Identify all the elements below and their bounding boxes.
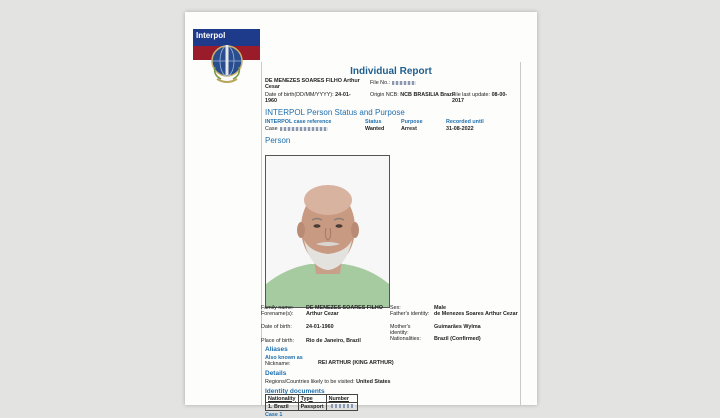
redacted-file-number [392, 81, 416, 85]
regions-label: Regions/Countries likely to be visited: [265, 379, 355, 385]
portrait-image [266, 156, 389, 307]
dob-label: Date of birth: [261, 324, 292, 330]
globe-emblem-icon [209, 41, 245, 85]
case-ref-value [265, 126, 328, 132]
table-row [266, 403, 358, 411]
redacted-id-number [331, 404, 355, 408]
last-update-value: 08-00-2017 [452, 92, 508, 105]
col-case-ref: INTERPOL case reference [265, 119, 332, 125]
origin-ncb-label: Origin NCB: [370, 92, 399, 98]
mother-label: Mother's identity: [390, 324, 411, 337]
case-label: Case [265, 126, 278, 132]
col-status: Status [365, 119, 382, 125]
identity-table [265, 394, 358, 411]
report-sheet [185, 12, 537, 418]
nickname-label: Nickname: [265, 361, 291, 367]
redacted-case-ref [280, 127, 328, 131]
dob-header-value: 24-01-1960 [265, 92, 351, 105]
origin-ncb-value: NCB BRASILIA Brazil [400, 92, 455, 98]
file-number-label: File No.: [370, 80, 391, 86]
father-value: de Menezes Soares Arthur Cezar [434, 311, 518, 317]
pob-label: Place of birth: [261, 338, 294, 344]
father-label: Father's identity: [390, 311, 430, 317]
col-recorded: Recorded until [446, 119, 484, 125]
case-footer: Case 1 [265, 412, 283, 418]
regions-value: United States [356, 379, 391, 385]
last-update [452, 92, 516, 104]
nationalities-label: Nationalities: [390, 336, 421, 342]
nickname-value: REI ARTHUR (KING ARTHUR) [318, 360, 394, 366]
logo-brand-text: Interpol [196, 31, 226, 40]
dob-header-label: Date of birth(DD/MM/YYYY): [265, 92, 334, 98]
interpol-logo [193, 29, 260, 87]
dob-value: 24-01-1960 [306, 324, 334, 330]
id-col-nationality: Nationality [266, 395, 299, 403]
id-nationality-cell: 1. Brazil [266, 403, 299, 411]
forenames-value: Arthur Cezar [306, 311, 339, 317]
status-heading: INTERPOL Person Status and Purpose [265, 108, 405, 117]
sex-value: Male [434, 305, 446, 311]
aliases-heading: Aliases [265, 346, 288, 353]
recorded-value: 31-08-2022 [446, 126, 474, 132]
details-heading: Details [265, 370, 287, 377]
family-name-label: Family name: [261, 305, 294, 311]
id-number-cell [326, 403, 357, 411]
id-col-number: Number [326, 395, 357, 403]
family-name-value: DE MENEZES SOARES FILHO [306, 305, 383, 311]
person-heading: Person [265, 136, 291, 145]
mother-value: Guimarães Wylma [434, 324, 481, 330]
last-update-label: File last update: [452, 92, 491, 98]
id-col-type: Type [298, 395, 326, 403]
subject-photo [265, 155, 390, 308]
identity-heading: Identity documents [265, 388, 325, 395]
purpose-value: Arrest [401, 126, 417, 132]
forenames-label: Forename(s): [261, 311, 294, 317]
status-value: Wanted [365, 126, 385, 132]
aka-label: Also known as [265, 355, 303, 361]
identity-header-row [266, 395, 358, 403]
regions-line [265, 379, 391, 385]
dob-header [265, 92, 357, 104]
nationalities-value: Brazil (Confirmed) [434, 336, 481, 342]
subject-name: DE MENEZES SOARES FILHO Arthur Cesar [265, 78, 360, 91]
report-title: Individual Report [350, 66, 432, 77]
file-number [370, 80, 416, 86]
col-purpose: Purpose [401, 119, 423, 125]
pob-value: Rio de Janeiro, Brazil [306, 338, 361, 344]
sex-label: Sex: [390, 305, 401, 311]
id-type-cell: Passport [298, 403, 326, 411]
report-body [261, 62, 521, 418]
origin-ncb [370, 92, 458, 98]
